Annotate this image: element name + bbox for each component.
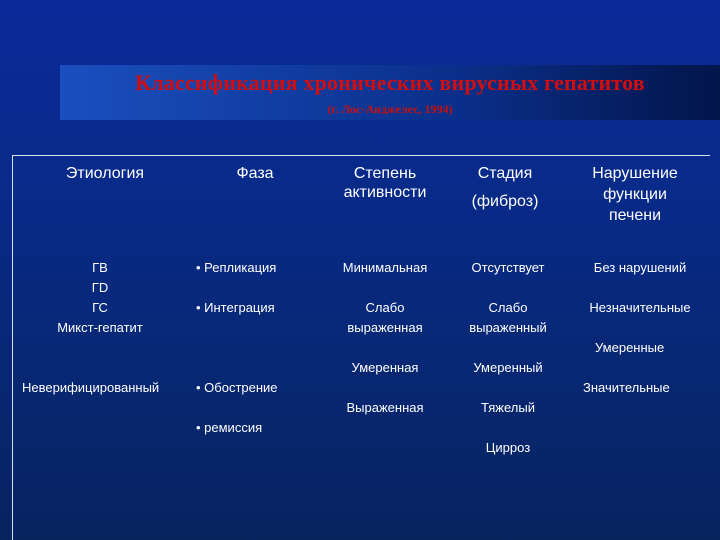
liver-item: Без нарушений [593, 260, 687, 275]
header-activity-line1: Степень [353, 165, 417, 182]
phase-item: • ремиссия [196, 420, 263, 435]
stage-item: Тяжелый [481, 400, 535, 415]
table-top-border [12, 155, 710, 156]
activity-item: выраженная [347, 320, 423, 335]
liver-item: Значительные [583, 380, 670, 395]
header-stage-line1: Стадия [477, 165, 533, 182]
activity-item: Слабо [365, 300, 405, 315]
stage-item: Слабо [488, 300, 528, 315]
header-liver-line3: печени [608, 207, 662, 224]
header-liver-line2: функции [603, 186, 667, 203]
stage-item: Умеренный [473, 360, 543, 375]
liver-item: Умеренные [595, 340, 665, 355]
header-phase: Фаза [236, 165, 274, 182]
etiology-item: ГВ [92, 260, 108, 275]
header-stage-line2: (фиброз) [471, 193, 539, 210]
phase-item: • Обострение [196, 380, 278, 395]
header-etiology: Этиология [65, 165, 145, 182]
slide-subtitle: (г. Лос-Анджелес, 1994) [327, 102, 453, 116]
activity-item: Умеренная [351, 360, 419, 375]
etiology-item: ГD [91, 280, 109, 295]
header-liver-line1: Нарушение [592, 165, 678, 182]
phase-item: • Репликация [196, 260, 277, 275]
phase-item: • Интеграция [196, 300, 275, 315]
stage-item: Отсутствует [471, 260, 545, 275]
etiology-item: Неверифицированный [22, 380, 160, 395]
slide-title: Классификация хронических вирусных гепатитов [135, 70, 645, 95]
activity-item: Выраженная [346, 400, 424, 415]
stage-item: выраженный [469, 320, 547, 335]
etiology-item: ГС [92, 300, 108, 315]
liver-item: Незначительные [589, 300, 691, 315]
stage-item: Цирроз [485, 440, 531, 455]
header-activity-line2: активности [343, 184, 427, 201]
etiology-item: Микст-гепатит [57, 320, 143, 335]
table-left-border [12, 155, 13, 540]
activity-item: Минимальная [342, 260, 428, 275]
